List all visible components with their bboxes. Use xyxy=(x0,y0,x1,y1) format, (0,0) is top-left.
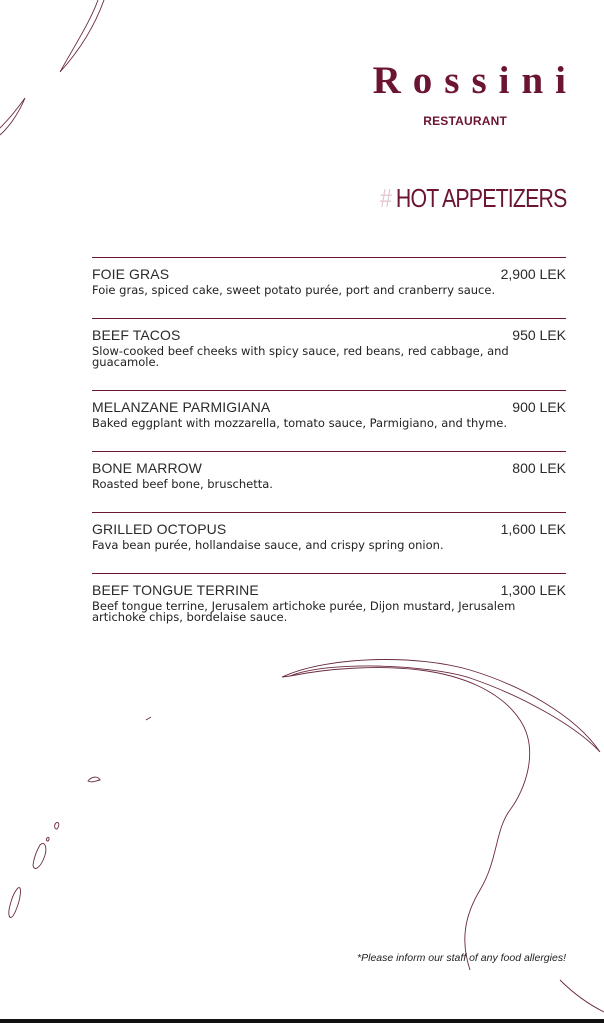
item-description: Foie gras, spiced cake, sweet potato purée, port and cranberry sauce. xyxy=(92,283,496,297)
menu-item xyxy=(92,257,566,318)
item-name: MELANZANE PARMIGIANA xyxy=(92,399,271,415)
item-description: Baked eggplant with mozzarella, tomato sauce, Parmigiano, and thyme. xyxy=(92,416,508,430)
item-description: Roasted beef bone, bruschetta. xyxy=(92,477,273,491)
item-price: 2,900 LEK xyxy=(500,266,566,282)
bottom-border xyxy=(0,1019,604,1023)
section-hash: # xyxy=(379,183,391,213)
allergy-notice: *Please inform our staff of any food allergies! xyxy=(357,952,566,964)
item-price: 950 LEK xyxy=(512,327,566,343)
menu-item xyxy=(92,573,566,642)
menu-item xyxy=(92,390,566,451)
item-name: FOIE GRAS xyxy=(92,266,170,282)
restaurant-tagline: RESTAURANT xyxy=(423,114,507,128)
section-title-text: HOT APPETIZERS xyxy=(395,183,566,213)
menu-item xyxy=(92,512,566,573)
menu-item xyxy=(92,318,566,390)
item-name: BONE MARROW xyxy=(92,460,202,476)
item-description: Beef tongue terrine, Jerusalem artichoke purée, Dijon mustard, Jerusalem artichoke chips, bordelaise sauce. xyxy=(92,599,516,624)
item-name: GRILLED OCTOPUS xyxy=(92,521,227,537)
item-price: 1,600 LEK xyxy=(500,521,566,537)
item-price: 800 LEK xyxy=(512,460,566,476)
item-price: 1,300 LEK xyxy=(500,582,566,598)
menu-item xyxy=(92,451,566,512)
item-description: Fava bean purée, hollandaise sauce, and crispy spring onion. xyxy=(92,538,444,552)
item-name: BEEF TACOS xyxy=(92,327,181,343)
item-description: Slow-cooked beef cheeks with spicy sauce, red beans, red cabbage, and guacamole. xyxy=(92,344,509,369)
restaurant-name: Rossini xyxy=(372,59,578,102)
section-title xyxy=(379,183,566,214)
item-name: BEEF TONGUE TERRINE xyxy=(92,582,259,598)
menu-items xyxy=(92,257,566,642)
item-price: 900 LEK xyxy=(512,399,566,415)
